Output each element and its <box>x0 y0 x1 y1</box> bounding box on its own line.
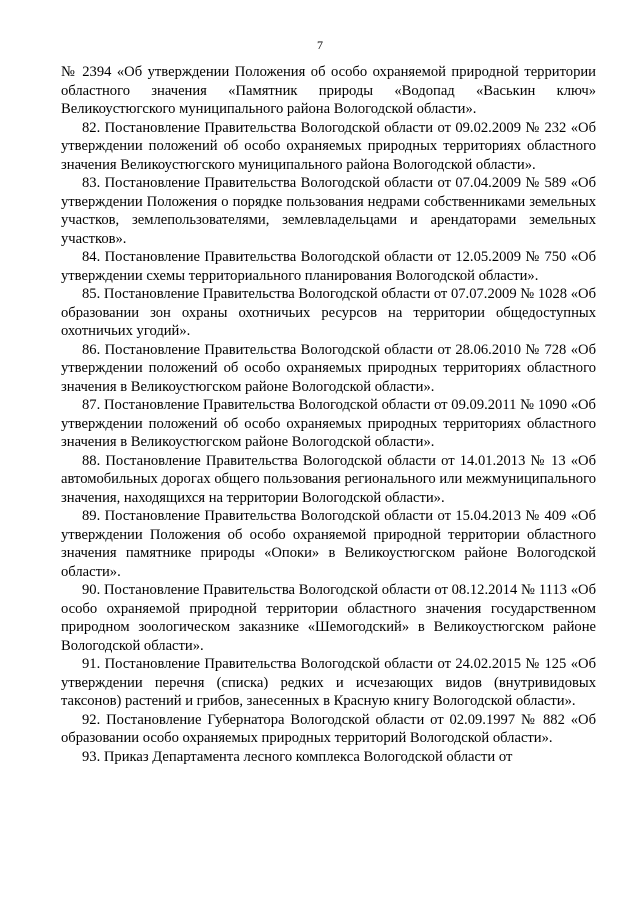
list-item-91: 91. Постановление Правительства Вологодской области от 24.02.2015 № 125 «Об утверждении перечня (списка) редких и исчезающих видов (внутривидовых таксонов) растений и грибов, занесенных в Красную книгу Вологодской области». <box>61 656 596 709</box>
list-item-93: 93. Приказ Департамента лесного комплекса Вологодской области от <box>82 748 513 765</box>
paragraph-continuation: № 2394 «Об утверждении Положения об особо охраняемой природной территории областного значения «Памятник природы «Водопад «Васькин ключ» Великоустюгского муниципального района Вологодской области». <box>61 64 596 117</box>
list-item-85: 85. Постановление Правительства Вологодской области от 07.07.2009 № 1028 «Об образовании зон охраны охотничьих ресурсов на территории общедоступных охотничьих угодий». <box>61 286 596 339</box>
list-item-89: 89. Постановление Правительства Вологодской области от 15.04.2013 № 409 «Об утверждении Положения об особо охраняемой природной территории областного значения памятнике природы «Опоки» в Великоустюгском районе Вологодской области». <box>61 508 596 580</box>
page-number: 7 <box>317 38 323 52</box>
list-item-92: 92. Постановление Губернатора Вологодской области от 02.09.1997 № 882 «Об образовании особо охраняемых природных территорий Вологодской области». <box>61 711 596 746</box>
list-item-84: 84. Постановление Правительства Вологодской области от 12.05.2009 № 750 «Об утверждении схемы территориального планирования Вологодской области». <box>61 249 596 284</box>
list-item-82: 82. Постановление Правительства Вологодской области от 09.02.2009 № 232 «Об утверждении положений об особо охраняемых природных территориях областного значения Великоустюгского муниципального района Вологодской области». <box>61 119 596 173</box>
list-item-86: 86. Постановление Правительства Вологодской области от 28.06.2010 № 728 «Об утверждении положений об особо охраняемых природных территориях областного значения в Великоустюгском районе Вологодской области». <box>61 341 596 395</box>
list-item-87: 87. Постановление Правительства Вологодской области от 09.09.2011 № 1090 «Об утверждении положений об особо охраняемых природных территориях областного значения в Великоустюгском районе Вологодской области». <box>61 397 596 450</box>
document-body <box>61 63 596 766</box>
list-item-90: 90. Постановление Правительства Вологодской области от 08.12.2014 № 1113 «Об особо охраняемой природной территории областного значения государственном природном зоологическом заказнике «Шемогодский» в Великоустюгском районе Вологодской области». <box>61 582 596 654</box>
list-item-83: 83. Постановление Правительства Вологодской области от 07.04.2009 № 589 «Об утверждении Положения о порядке пользования недрами собственниками земельных участков, землепользователями, землевладельцами и арендаторами земельных участков». <box>61 175 596 247</box>
list-item-88: 88. Постановление Правительства Вологодской области от 14.01.2013 № 13 «Об автомобильных дорогах общего пользования регионального или межмуниципального значения, находящихся на территории Вологодской области». <box>61 452 596 506</box>
